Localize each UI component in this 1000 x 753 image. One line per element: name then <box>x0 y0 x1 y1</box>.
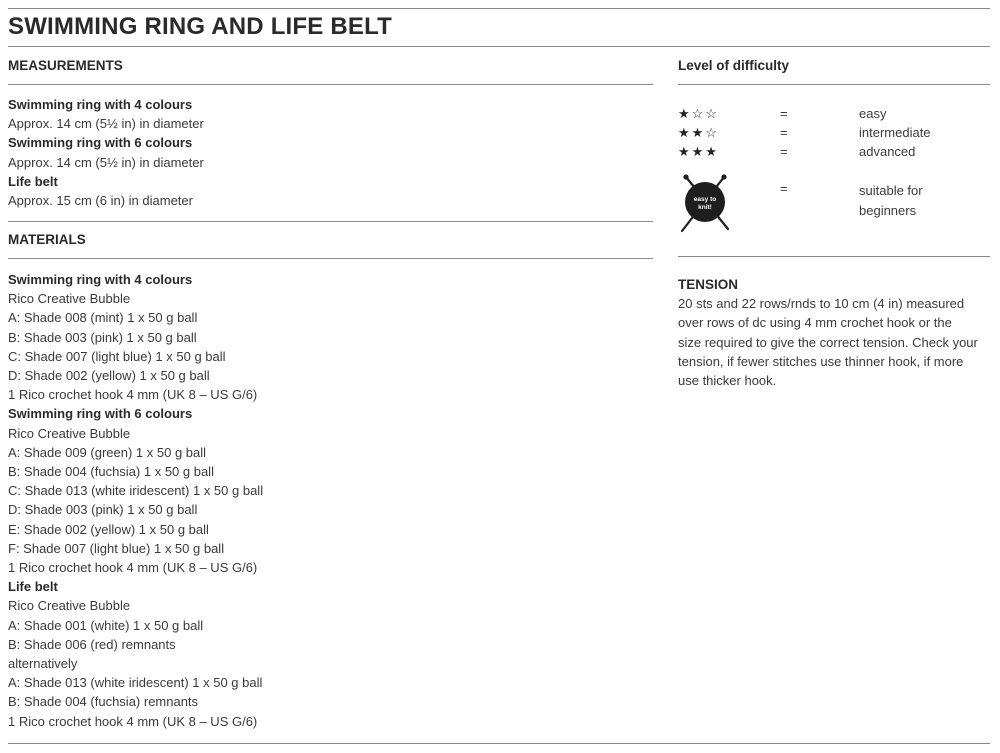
equals-sign: = <box>780 125 788 140</box>
material-line: B: Shade 004 (fuchsia) 1 x 50 g ball <box>8 464 214 480</box>
measurement-line: Approx. 14 cm (5½ in) in diameter <box>8 116 204 132</box>
measurements-heading: MEASUREMENTS <box>8 58 123 73</box>
material-line: B: Shade 006 (red) remnants <box>8 636 176 652</box>
two-star-icon: ★★☆ <box>678 125 719 140</box>
page-title: SWIMMING RING AND LIFE BELT <box>8 13 393 40</box>
material-line: Rico Creative Bubble <box>8 598 131 614</box>
badge-line-2: knit! <box>698 204 712 211</box>
materials-heading: MATERIALS <box>8 232 86 247</box>
material-line: D: Shade 003 (pink) 1 x 50 g ball <box>8 502 198 518</box>
difficulty-heading: Level of difficulty <box>678 58 790 73</box>
materials-top-rule <box>8 221 653 222</box>
subheading: Swimming ring with 6 colours <box>8 406 193 422</box>
easy-to-knit-badge-icon <box>676 171 736 233</box>
material-line: C: Shade 007 (light blue) 1 x 50 g ball <box>8 348 226 364</box>
material-line: A: Shade 013 (white iridescent) 1 x 50 g ball <box>8 675 263 691</box>
tension-text: 20 sts and 22 rows/rnds to 10 cm (4 in) measured over rows of dc using 4 mm crochet hook or the size required to give the correct tension. Check your tension, if fewer stitches use thinner hook, if more use thicker hook. <box>678 296 978 389</box>
materials-rule <box>8 258 653 259</box>
material-line: A: Shade 009 (green) 1 x 50 g ball <box>8 444 207 460</box>
tension-section <box>678 275 978 390</box>
material-line: B: Shade 004 (fuchsia) remnants <box>8 694 199 710</box>
difficulty-label-easy: easy <box>859 106 887 121</box>
difficulty-row-intermediate <box>678 125 998 144</box>
material-line: Rico Creative Bubble <box>8 291 131 307</box>
material-line: A: Shade 008 (mint) 1 x 50 g ball <box>8 310 198 326</box>
material-line: Rico Creative Bubble <box>8 425 131 441</box>
measurements-list <box>8 95 204 210</box>
one-star-icon: ★☆☆ <box>678 106 719 121</box>
difficulty-row-advanced <box>678 144 998 163</box>
three-star-icon: ★★★ <box>678 144 719 159</box>
material-line: 1 Rico crochet hook 4 mm (UK 8 – US G/6) <box>8 560 258 576</box>
material-line: D: Shade 002 (yellow) 1 x 50 g ball <box>8 368 210 384</box>
difficulty-label-intermediate: intermediate <box>859 125 931 140</box>
equals-sign: = <box>780 144 788 159</box>
material-line: 1 Rico crochet hook 4 mm (UK 8 – US G/6) <box>8 387 258 403</box>
material-line: C: Shade 013 (white iridescent) 1 x 50 g ball <box>8 483 264 499</box>
subheading: Swimming ring with 4 colours <box>8 97 193 112</box>
measurements-rule <box>8 84 653 85</box>
subheading: Life belt <box>8 579 58 595</box>
material-line: A: Shade 001 (white) 1 x 50 g ball <box>8 617 204 633</box>
material-line: B: Shade 003 (pink) 1 x 50 g ball <box>8 329 197 345</box>
material-line: F: Shade 007 (light blue) 1 x 50 g ball <box>8 540 225 556</box>
difficulty-bottom-rule <box>678 256 990 257</box>
subheading: Swimming ring with 6 colours <box>8 135 193 151</box>
tension-heading: TENSION <box>678 277 739 292</box>
equals-sign: = <box>780 106 788 121</box>
subheading: Swimming ring with 4 colours <box>8 272 193 287</box>
measurement-line: Approx. 14 cm (5½ in) in diameter <box>8 154 204 170</box>
materials-list <box>8 270 263 731</box>
title-rule <box>8 46 990 47</box>
material-line: E: Shade 002 (yellow) 1 x 50 g ball <box>8 521 209 537</box>
measurement-line: Approx. 15 cm (6 in) in diameter <box>8 193 193 209</box>
difficulty-label-advanced: advanced <box>859 144 916 159</box>
material-line: alternatively <box>8 656 78 672</box>
badge-line-1: easy to <box>693 196 717 203</box>
beginners-label: suitable for beginners <box>859 183 923 218</box>
subheading: Life belt <box>8 173 58 189</box>
difficulty-row-easy <box>678 106 998 125</box>
equals-sign: = <box>780 181 788 196</box>
bottom-rule <box>8 743 990 744</box>
difficulty-rule <box>678 84 990 85</box>
material-line: 1 Rico crochet hook 4 mm (UK 8 – US G/6) <box>8 713 258 729</box>
top-rule <box>8 8 990 9</box>
